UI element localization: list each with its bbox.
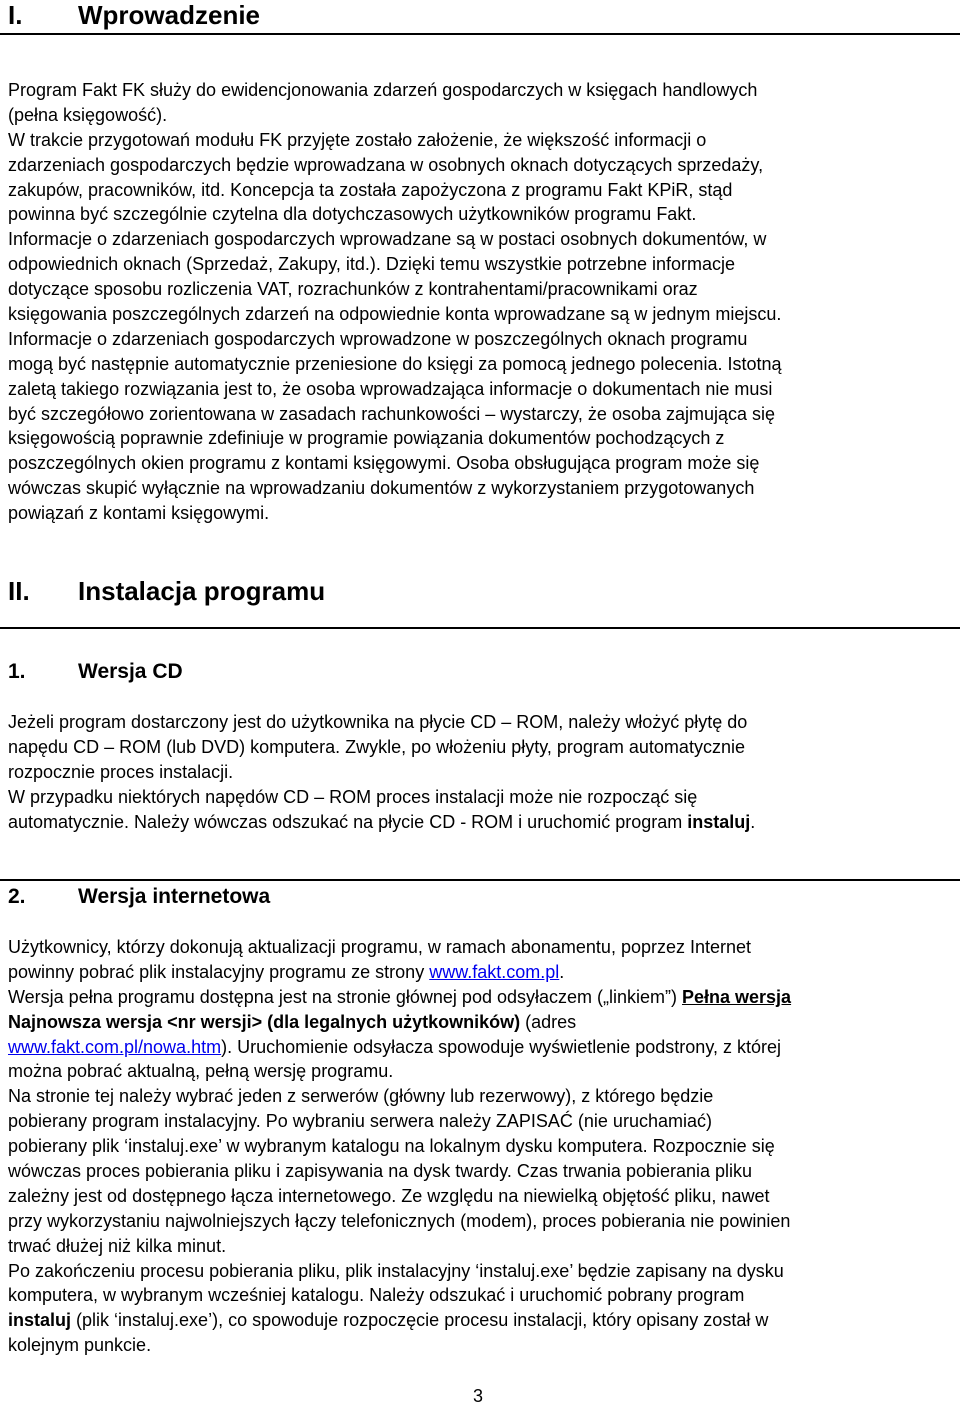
- text-line: poszczególnych okien programu z kontami księgowymi. Osoba obsługująca program może się: [8, 453, 760, 474]
- text-segment: powinny pobrać plik instalacyjny programu ze strony: [8, 961, 430, 982]
- section-1-rule: [0, 33, 960, 35]
- text-line: Program Fakt FK służy do ewidencjonowania zdarzeń gospodarczych w księgach handlowych: [8, 80, 758, 100]
- text-line: być szczegółowo zorientowana w zasadach rachunkowości – wystarczy, że osoba zajmująca się: [8, 403, 776, 424]
- text-line: pobierany plik ‘instaluj.exe’ w wybranym katalogu na lokalnym dysku komputera. Rozpocznie się: [8, 1136, 775, 1157]
- text-line: [8, 960, 956, 985]
- text-line: napędu CD – ROM (lub DVD) komputera. Zwykle, po włożeniu płyty, program automatycznie: [8, 736, 745, 757]
- text-line: zależny jest od dostępnego łącza internetowego. Ze względu na niewielką objętość pliku, nawet: [8, 1185, 770, 1206]
- text-line: kolejnym punkcie.: [8, 1335, 152, 1356]
- full-version-link[interactable]: Pełna wersja: [682, 986, 792, 1007]
- section-1-heading: [8, 0, 260, 31]
- text-segment: automatycznie. Należy wówczas odszukać na płycie CD - ROM i uruchomić program: [8, 811, 688, 832]
- text-line: zaletą takiego rozwiązania jest to, że osoba wprowadzająca informacje o dokumentach nie musi: [8, 378, 773, 399]
- fakt-website-link[interactable]: www.fakt.com.pl: [429, 961, 560, 982]
- text-line: Użytkownicy, którzy dokonują aktualizacji programu, w ramach abonamentu, poprzez Internet: [8, 937, 752, 957]
- text-segment: Wersja pełna programu dostępna jest na stronie głównej pod odsyłaczem („linkiem”): [8, 986, 682, 1007]
- section-1-number: I.: [8, 0, 23, 30]
- text-line: [8, 1308, 956, 1333]
- text-line: przy wykorzystaniu najwolniejszych łączy telefonicznych (modem), proces pobierania nie powinien: [8, 1210, 791, 1231]
- latest-version-text: Najnowsza wersja <nr wersji> (dla legalnych użytkowników): [8, 1011, 521, 1032]
- section-2-rule: [0, 627, 960, 629]
- text-line: pobierany program instalacyjny. Po wybraniu serwera należy ZAPISAĆ (nie uruchamiać): [8, 1111, 712, 1132]
- program-name-bold: instaluj: [687, 811, 751, 832]
- section-1-body: [8, 78, 956, 526]
- subsection-2-body: [8, 935, 956, 1358]
- text-segment: ). Uruchomienie odsyłacza spowoduje wyświetlenie podstrony, z której: [221, 1036, 782, 1057]
- text-segment: (plik ‘instaluj.exe’), co spowoduje rozpoczęcie procesu instalacji, który opisany został w: [71, 1310, 769, 1331]
- text-line: trwać dłużej niż kilka minut.: [8, 1235, 227, 1256]
- subsection-2-rule: [0, 879, 960, 881]
- subsection-1-heading: [8, 660, 183, 684]
- section-2-heading: [8, 576, 325, 607]
- text-line: Informacje o zdarzeniach gospodarczych wprowadzone w poszczególnych oknach programu: [8, 328, 748, 349]
- text-line: (pełna księgowość).: [8, 104, 168, 125]
- text-line: wówczas skupić wyłącznie na wprowadzaniu dokumentów z wykorzystaniem przygotowanych: [8, 478, 755, 499]
- text-line: wówczas proces pobierania pliku i zapisywania na dysk twardy. Czas trwania pobierania pliku: [8, 1161, 753, 1182]
- section-2-number: II.: [8, 576, 30, 606]
- subsection-2-title: Wersja internetowa: [78, 885, 271, 908]
- text-line: można pobrać aktualną, pełną wersję programu.: [8, 1061, 394, 1082]
- section-2-title: Instalacja programu: [78, 576, 326, 606]
- text-line: W przypadku niektórych napędów CD – ROM proces instalacji może nie rozpocząć się: [8, 786, 698, 807]
- text-line: [8, 1035, 956, 1060]
- subsection-1-body: [8, 710, 956, 834]
- text-line: komputera, w wybranym wcześniej katalogu. Należy odszukać i uruchomić pobrany program: [8, 1285, 745, 1306]
- page-number: 3: [473, 1386, 484, 1406]
- text-segment: (adres: [520, 1011, 577, 1032]
- text-line: zakupów, pracowników, itd. Koncepcja ta została zapożyczona z programu Fakt KPiR, stąd: [8, 179, 733, 200]
- subsection-1-number: 1.: [8, 660, 26, 683]
- text-line: dotyczące sposobu rozliczenia VAT, rozrachunków z kontrahentami/pracownikami oraz: [8, 279, 698, 300]
- text-line: księgowania poszczególnych zdarzeń na odpowiednie konta wprowadzane są w jednym miejscu.: [8, 304, 782, 325]
- text-line: W trakcie przygotowań modułu FK przyjęte zostało założenie, że większość informacji o: [8, 129, 707, 150]
- text-line: [8, 985, 956, 1010]
- text-line: powiązań z kontami księgowymi.: [8, 503, 270, 524]
- text-line: odpowiednich oknach (Sprzedaż, Zakupy, itd.). Dzięki temu wszystkie potrzebne informacje: [8, 254, 735, 275]
- text-line: Jeżeli program dostarczony jest do użytkownika na płycie CD – ROM, należy włożyć płytę do: [8, 712, 748, 732]
- text-segment: .: [559, 961, 565, 982]
- subsection-2-number: 2.: [8, 885, 26, 908]
- text-line: księgowością poprawnie zdefiniuje w programie powiązania dokumentów pochodzących z: [8, 428, 725, 449]
- text-line: [8, 810, 956, 835]
- text-line: zdarzeniach gospodarczych będzie wprowadzana w osobnych oknach dotyczących sprzedaży,: [8, 154, 764, 175]
- text-line: Po zakończeniu procesu pobierania pliku, plik instalacyjny ‘instaluj.exe’ będzie zapisany na dysku: [8, 1260, 784, 1281]
- new-version-link[interactable]: www.fakt.com.pl/nowa.htm: [8, 1036, 222, 1057]
- text-line: mogą być następnie automatycznie przeniesione do księgi za pomocą jednego polecenia. Istotną: [8, 353, 782, 374]
- text-line: rozpocznie proces instalacji.: [8, 761, 234, 782]
- subsection-2-heading: [8, 885, 270, 909]
- text-segment: .: [750, 811, 756, 832]
- text-line: powinna być szczególnie czytelna dla dotychczasowych użytkowników programu Fakt.: [8, 204, 697, 225]
- program-name-bold: instaluj: [8, 1310, 72, 1331]
- section-1-title: Wprowadzenie: [78, 0, 261, 30]
- text-line: Informacje o zdarzeniach gospodarczych wprowadzane są w postaci osobnych dokumentów, w: [8, 229, 767, 250]
- text-line: [8, 1010, 956, 1035]
- subsection-1-title: Wersja CD: [78, 660, 183, 683]
- text-line: Na stronie tej należy wybrać jeden z serwerów (główny lub rezerwowy), z którego będzie: [8, 1086, 714, 1107]
